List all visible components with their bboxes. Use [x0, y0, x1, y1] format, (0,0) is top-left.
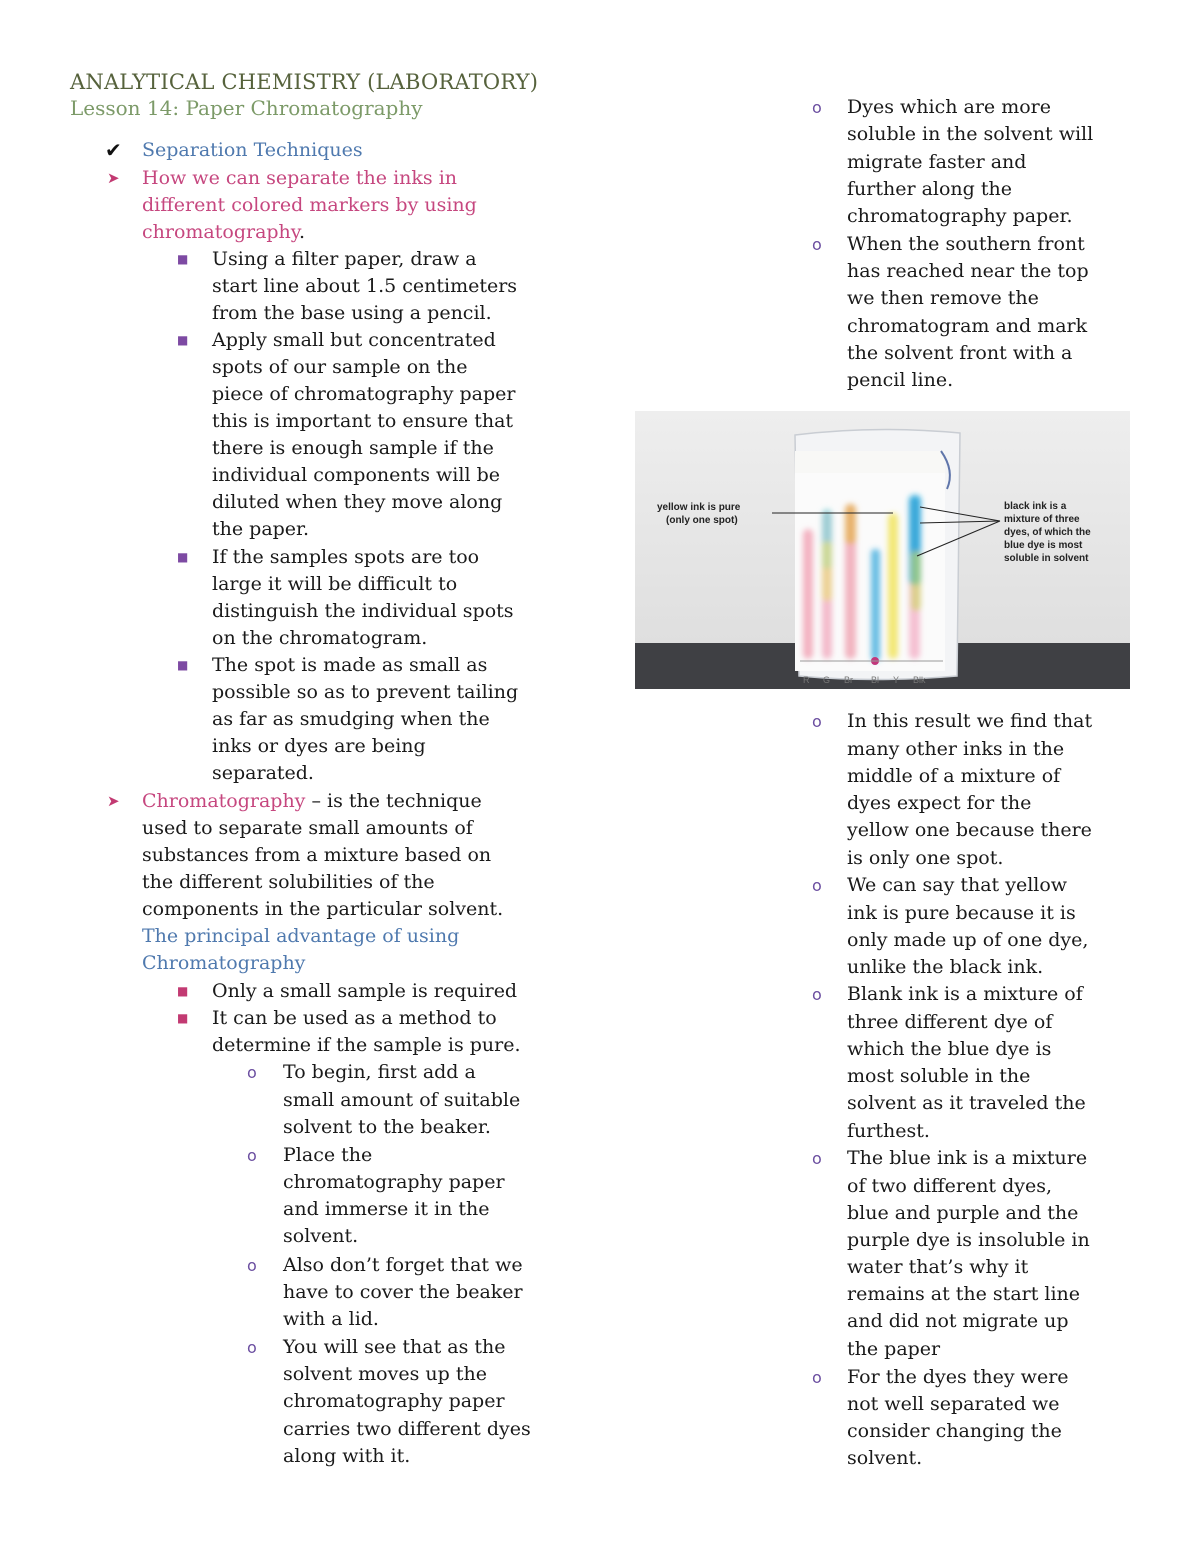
step-line: chromatography paper — [283, 1390, 505, 1412]
baseline-label: Bl — [871, 675, 880, 685]
list-line: soluble in the solvent will — [847, 123, 1094, 145]
list-line: only made up of one dye, — [847, 929, 1089, 951]
list-line: furthest. — [847, 1120, 930, 1142]
step-line: small amount of suitable — [283, 1089, 521, 1111]
bullet-line: Using a filter paper, draw a — [212, 248, 477, 270]
list-line: solvent as it traveled the — [847, 1092, 1086, 1114]
list-line: has reached near the top — [847, 260, 1089, 282]
circle-bullet-icon: o — [812, 876, 822, 895]
bullet-line: If the samples spots are too — [212, 546, 480, 568]
bullet-line: there is enough sample if the — [212, 437, 494, 459]
list-line: remains at the start line — [847, 1283, 1081, 1305]
list-line: dyes expect for the — [847, 792, 1032, 814]
list-line: blue and purple and the — [847, 1202, 1079, 1224]
bullet-line: piece of chromatography paper — [212, 383, 516, 405]
list-line: three different dye of — [847, 1011, 1053, 1033]
list-line: consider changing the — [847, 1420, 1062, 1442]
list-line: The blue ink is a mixture — [847, 1147, 1088, 1169]
bullet-line: distinguish the individual spots — [212, 600, 514, 622]
page-subtitle: Lesson 14: Paper Chromatography — [70, 96, 423, 120]
red-ink-streak — [803, 529, 813, 659]
annotation-black: black ink is a — [1004, 501, 1067, 512]
list-line: most soluble in the — [847, 1065, 1031, 1087]
square-bullet-icon: ■ — [177, 1011, 189, 1025]
list-line: purple dye is insoluble in — [847, 1229, 1090, 1251]
section-heading-separation: Separation Techniques — [142, 139, 363, 161]
list-line: We can say that yellow — [847, 874, 1068, 896]
list-line: unlike the black ink. — [847, 956, 1044, 978]
list-line: of two different dyes, — [847, 1175, 1053, 1197]
definition-text: – is the technique — [305, 790, 482, 812]
advantage-heading: The principal advantage of using — [142, 925, 460, 947]
definition-line: used to separate small amounts of — [142, 817, 473, 839]
bullet-line: spots of our sample on the — [212, 356, 468, 378]
step-line: along with it. — [283, 1445, 411, 1467]
list-line: middle of a mixture of — [847, 765, 1061, 787]
list-line: pencil line. — [847, 369, 954, 391]
bullet-line: Apply small but concentrated — [212, 329, 496, 351]
heading-line — [142, 219, 305, 246]
list-line: the paper — [847, 1338, 941, 1360]
circle-bullet-icon: o — [247, 1338, 257, 1357]
paper-top-fold — [795, 451, 945, 473]
list-line: Blank ink is a mixture of — [847, 983, 1083, 1005]
annotation-yellow: yellow ink is pure — [657, 502, 741, 513]
list-line: we then remove the — [847, 287, 1039, 309]
list-line: Dyes which are more — [847, 96, 1051, 118]
circle-bullet-icon: o — [812, 985, 822, 1004]
step-line: You will see that as the — [283, 1336, 506, 1358]
bullet-line: It can be used as a method to — [212, 1007, 497, 1029]
baseline-label: Blk — [913, 675, 926, 685]
step-line: have to cover the beaker — [283, 1281, 523, 1303]
list-line: yellow one because there — [847, 819, 1092, 841]
page-title: ANALYTICAL CHEMISTRY (LABORATORY) — [70, 70, 539, 94]
circle-bullet-icon: o — [812, 1368, 822, 1387]
baseline-label: Br — [844, 675, 853, 685]
list-line: water that’s why it — [847, 1256, 1029, 1278]
bullet-line: The spot is made as small as — [212, 654, 488, 676]
circle-bullet-icon: o — [812, 1149, 822, 1168]
definition-line — [142, 788, 482, 815]
list-line: further along the — [847, 178, 1012, 200]
annotation-black: blue dye is most — [1004, 540, 1083, 551]
arrow-bullet-icon: ➤ — [107, 792, 120, 810]
list-line: For the dyes they were — [847, 1366, 1069, 1388]
blue-ink-streak — [871, 549, 880, 661]
bullet-line: diluted when they move along — [212, 491, 503, 513]
annotation-yellow: (only one spot) — [666, 515, 738, 526]
list-line: When the southern front — [847, 233, 1085, 255]
list-line: is only one spot. — [847, 847, 1004, 869]
step-line: Place the — [283, 1144, 373, 1166]
annotation-black: dyes, of which the — [1004, 527, 1091, 538]
heading-term: chromatography — [142, 221, 300, 243]
step-line: carries two different dyes — [283, 1418, 531, 1440]
circle-bullet-icon: o — [812, 712, 822, 731]
definition-line: the different solubilities of the — [142, 871, 435, 893]
square-bullet-icon: ■ — [177, 252, 189, 266]
bullet-line: large it will be difficult to — [212, 573, 458, 595]
step-line: To begin, first add a — [283, 1061, 476, 1083]
heading-line: different colored markers by using — [142, 194, 477, 216]
baseline-label: Y — [893, 675, 900, 685]
black-ink-green — [911, 551, 921, 611]
bullet-line: Only a small sample is required — [212, 980, 518, 1002]
bullet-line: from the base using a pencil. — [212, 302, 492, 324]
step-line: Also don’t forget that we — [283, 1254, 523, 1276]
chromatography-paper — [795, 451, 945, 671]
bullet-line: start line about 1.5 centimeters — [212, 275, 518, 297]
step-line: solvent. — [283, 1225, 359, 1247]
bullet-line: this is important to ensure that — [212, 410, 514, 432]
circle-bullet-icon: o — [247, 1063, 257, 1082]
list-line: ink is pure because it is — [847, 902, 1076, 924]
circle-bullet-icon: o — [247, 1256, 257, 1275]
chromatography-photo — [635, 411, 1130, 689]
bullet-line: separated. — [212, 762, 314, 784]
bullet-line: possible so as to prevent tailing — [212, 681, 519, 703]
bullet-line: inks or dyes are being — [212, 735, 426, 757]
list-line: not well separated we — [847, 1393, 1060, 1415]
definition-line: substances from a mixture based on — [142, 844, 492, 866]
circle-bullet-icon: o — [247, 1146, 257, 1165]
checkmark-icon: ✔ — [105, 138, 122, 162]
heading-line: How we can separate the inks in — [142, 167, 458, 189]
square-bullet-icon: ■ — [177, 658, 189, 672]
list-line: many other inks in the — [847, 738, 1065, 760]
chromatography-term: Chromatography — [142, 790, 306, 812]
annotation-black: mixture of three — [1004, 514, 1080, 525]
list-line: chromatography paper. — [847, 205, 1073, 227]
step-line: with a lid. — [283, 1308, 379, 1330]
heading-period: . — [299, 221, 306, 243]
bullet-line: individual components will be — [212, 464, 500, 486]
annotation-black: soluble in solvent — [1004, 553, 1089, 564]
list-line: the solvent front with a — [847, 342, 1073, 364]
step-line: and immerse it in the — [283, 1198, 490, 1220]
list-line: In this result we find that — [847, 710, 1093, 732]
bullet-line: determine if the sample is pure. — [212, 1034, 521, 1056]
step-line: chromatography paper — [283, 1171, 505, 1193]
advantage-heading: Chromatography — [142, 952, 306, 974]
list-line: chromatogram and mark — [847, 315, 1088, 337]
green-ink-yellow — [822, 541, 832, 601]
list-line: which the blue dye is — [847, 1038, 1052, 1060]
brown-ink-orange — [845, 504, 856, 544]
baseline-label: R — [803, 675, 810, 685]
step-line: solvent moves up the — [283, 1363, 487, 1385]
definition-line: components in the particular solvent. — [142, 898, 504, 920]
square-bullet-icon: ■ — [177, 984, 189, 998]
circle-bullet-icon: o — [812, 235, 822, 254]
step-line: solvent to the beaker. — [283, 1116, 491, 1138]
square-bullet-icon: ■ — [177, 550, 189, 564]
list-line: migrate faster and — [847, 151, 1027, 173]
yellow-ink-streak — [888, 513, 898, 659]
bullet-line: the paper. — [212, 518, 310, 540]
circle-bullet-icon: o — [812, 98, 822, 117]
list-line: solvent. — [847, 1447, 923, 1469]
list-line: and did not migrate up — [847, 1310, 1069, 1332]
baseline-label: G — [823, 675, 831, 685]
bullet-line: on the chromatogram. — [212, 627, 428, 649]
square-bullet-icon: ■ — [177, 333, 189, 347]
bullet-line: as far as smudging when the — [212, 708, 490, 730]
arrow-bullet-icon: ➤ — [107, 169, 120, 187]
